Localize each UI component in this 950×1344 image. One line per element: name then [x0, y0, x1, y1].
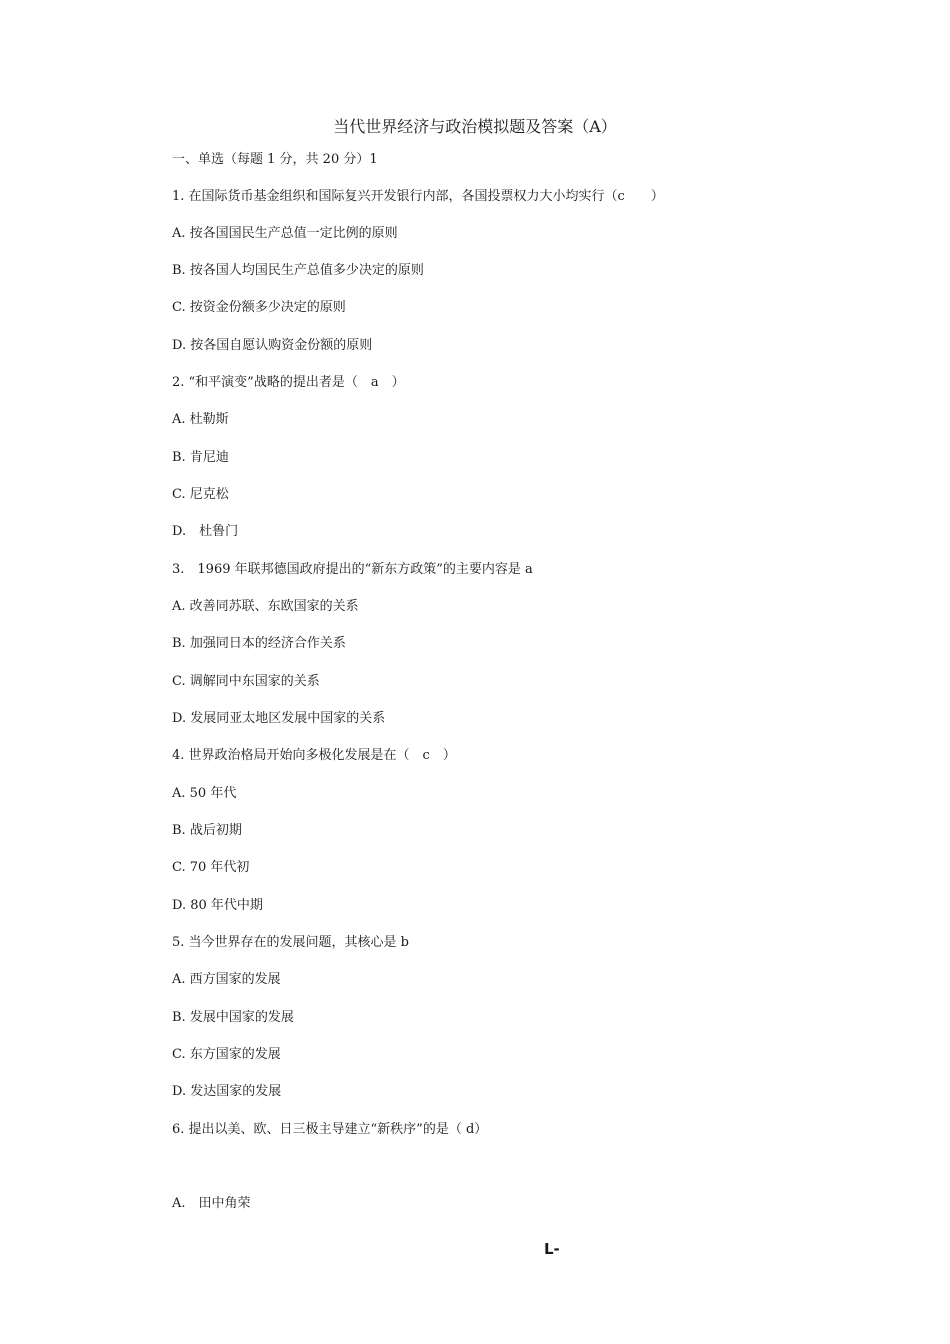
question-2-option-c: C. 尼克松 [172, 487, 229, 502]
document-title: 当代世界经济与政治模拟题及答案（A） [333, 117, 617, 136]
page-footer-mark: L- [544, 1240, 560, 1258]
question-5-option-c: C. 东方国家的发展 [172, 1047, 281, 1062]
question-5-option-a: A. 西方国家的发展 [172, 972, 281, 987]
question-5-option-d: D. 发达国家的发展 [172, 1084, 282, 1099]
question-2-option-a: A. 杜勒斯 [172, 412, 229, 427]
question-1-option-a: A. 按各国国民生产总值一定比例的原则 [172, 226, 398, 241]
question-2: 2. “和平演变”战略的提出者是（ a ） [172, 375, 405, 390]
question-3-option-d: D. 发展同亚太地区发展中国家的关系 [172, 711, 386, 726]
question-3-option-b: B. 加强同日本的经济合作关系 [172, 636, 346, 651]
question-3-option-a: A. 改善同苏联、东欧国家的关系 [172, 599, 359, 614]
question-6-option-a: A. 田中角荣 [172, 1196, 251, 1211]
question-6: 6. 提出以美、欧、日三极主导建立“新秩序”的是（ d） [172, 1122, 488, 1137]
question-3-option-c: C. 调解同中东国家的关系 [172, 674, 320, 689]
question-1: 1. 在国际货币基金组织和国际复兴开发银行内部，各国投票权力大小均实行（c ） [172, 189, 664, 204]
question-4: 4. 世界政治格局开始向多极化发展是在（ c ） [172, 748, 456, 763]
question-1-option-b: B. 按各国人均国民生产总值多少决定的原则 [172, 263, 424, 278]
section-heading: 一、单选（每题 1 分，共 20 分）1 [172, 152, 378, 167]
question-4-option-c: C. 70 年代初 [172, 860, 250, 875]
question-5: 5. 当今世界存在的发展问题，其核心是 b [172, 935, 409, 950]
question-4-option-a: A. 50 年代 [172, 786, 237, 801]
question-1-option-d: D. 按各国自愿认购资金份额的原则 [172, 338, 373, 353]
question-5-option-b: B. 发展中国家的发展 [172, 1010, 294, 1025]
question-2-option-b: B. 肯尼迪 [172, 450, 229, 465]
question-4-option-b: B. 战后初期 [172, 823, 242, 838]
question-2-option-d: D. 杜鲁门 [172, 524, 239, 539]
question-3: 3. 1969 年联邦德国政府提出的“新东方政策”的主要内容是 a [172, 562, 533, 577]
question-1-option-c: C. 按资金份额多少决定的原则 [172, 300, 346, 315]
question-4-option-d: D. 80 年代中期 [172, 898, 263, 913]
